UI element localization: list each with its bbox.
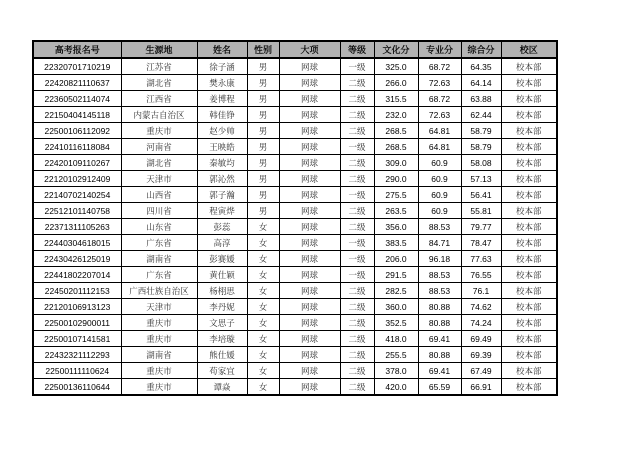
cell-exam_id: 22420109110267 — [33, 155, 121, 171]
cell-origin: 河南省 — [121, 139, 197, 155]
table-row — [33, 139, 557, 155]
cell-origin: 四川省 — [121, 203, 197, 219]
table-row — [33, 203, 557, 219]
cell-origin: 重庆市 — [121, 315, 197, 331]
cell-campus: 校本部 — [501, 219, 557, 235]
cell-culture_score: 383.5 — [374, 235, 418, 251]
cell-level: 二级 — [340, 91, 374, 107]
cell-gender: 女 — [247, 219, 279, 235]
cell-major_score: 80.88 — [418, 347, 461, 363]
cell-campus: 校本部 — [501, 123, 557, 139]
table-row — [33, 267, 557, 283]
table-header-row — [33, 41, 557, 58]
cell-major_score: 72.63 — [418, 107, 461, 123]
cell-level: 一级 — [340, 267, 374, 283]
table-row — [33, 299, 557, 315]
table-row — [33, 75, 557, 91]
cell-level: 二级 — [340, 331, 374, 347]
cell-origin: 广西壮族自治区 — [121, 283, 197, 299]
cell-gender: 女 — [247, 331, 279, 347]
cell-level: 二级 — [340, 123, 374, 139]
cell-major_score: 60.9 — [418, 155, 461, 171]
cell-campus: 校本部 — [501, 107, 557, 123]
cell-campus: 校本部 — [501, 331, 557, 347]
cell-exam_id: 22120106913123 — [33, 299, 121, 315]
cell-exam_id: 22360502114074 — [33, 91, 121, 107]
cell-major_score: 88.53 — [418, 267, 461, 283]
header-cell-gender: 性别 — [247, 41, 279, 58]
cell-exam_id: 22432321112293 — [33, 347, 121, 363]
cell-major_score: 84.71 — [418, 235, 461, 251]
cell-gender: 男 — [247, 123, 279, 139]
cell-level: 二级 — [340, 315, 374, 331]
cell-gender: 女 — [247, 235, 279, 251]
cell-level: 二级 — [340, 107, 374, 123]
cell-origin: 山东省 — [121, 219, 197, 235]
cell-major_score: 80.88 — [418, 315, 461, 331]
cell-event: 网球 — [279, 171, 340, 187]
cell-name: 高淳 — [197, 235, 247, 251]
cell-gender: 女 — [247, 363, 279, 379]
header-cell-event: 大项 — [279, 41, 340, 58]
cell-culture_score: 418.0 — [374, 331, 418, 347]
cell-culture_score: 255.5 — [374, 347, 418, 363]
cell-origin: 内蒙古自治区 — [121, 107, 197, 123]
cell-event: 网球 — [279, 299, 340, 315]
cell-gender: 男 — [247, 91, 279, 107]
cell-culture_score: 275.5 — [374, 187, 418, 203]
cell-gender: 女 — [247, 267, 279, 283]
cell-campus: 校本部 — [501, 315, 557, 331]
cell-culture_score: 352.5 — [374, 315, 418, 331]
cell-name: 彭赛媛 — [197, 251, 247, 267]
cell-major_score: 68.72 — [418, 91, 461, 107]
table-row — [33, 123, 557, 139]
cell-gender: 男 — [247, 171, 279, 187]
cell-name: 樊永康 — [197, 75, 247, 91]
cell-origin: 重庆市 — [121, 379, 197, 396]
cell-composite_score: 55.81 — [461, 203, 501, 219]
cell-culture_score: 206.0 — [374, 251, 418, 267]
cell-level: 二级 — [340, 379, 374, 396]
cell-origin: 广东省 — [121, 235, 197, 251]
cell-level: 二级 — [340, 75, 374, 91]
cell-composite_score: 62.44 — [461, 107, 501, 123]
cell-campus: 校本部 — [501, 251, 557, 267]
cell-exam_id: 22500102900011 — [33, 315, 121, 331]
cell-major_score: 64.81 — [418, 139, 461, 155]
cell-gender: 男 — [247, 75, 279, 91]
table-row — [33, 219, 557, 235]
cell-name: 程寅烨 — [197, 203, 247, 219]
cell-composite_score: 64.35 — [461, 58, 501, 75]
cell-composite_score: 78.47 — [461, 235, 501, 251]
table-row — [33, 379, 557, 396]
cell-campus: 校本部 — [501, 91, 557, 107]
cell-gender: 女 — [247, 379, 279, 396]
cell-event: 网球 — [279, 203, 340, 219]
cell-exam_id: 22320701710219 — [33, 58, 121, 75]
cell-composite_score: 76.55 — [461, 267, 501, 283]
cell-level: 二级 — [340, 347, 374, 363]
header-cell-campus: 校区 — [501, 41, 557, 58]
cell-origin: 山西省 — [121, 187, 197, 203]
cell-gender: 女 — [247, 347, 279, 363]
cell-gender: 女 — [247, 283, 279, 299]
cell-exam_id: 22500111110624 — [33, 363, 121, 379]
cell-campus: 校本部 — [501, 347, 557, 363]
cell-origin: 天津市 — [121, 171, 197, 187]
cell-culture_score: 290.0 — [374, 171, 418, 187]
cell-level: 二级 — [340, 299, 374, 315]
cell-major_score: 64.81 — [418, 123, 461, 139]
cell-culture_score: 360.0 — [374, 299, 418, 315]
header-cell-culture_score: 文化分 — [374, 41, 418, 58]
table-row — [33, 58, 557, 75]
cell-level: 一级 — [340, 235, 374, 251]
header-cell-level: 等级 — [340, 41, 374, 58]
cell-event: 网球 — [279, 58, 340, 75]
cell-campus: 校本部 — [501, 267, 557, 283]
cell-name: 文思子 — [197, 315, 247, 331]
cell-composite_score: 69.49 — [461, 331, 501, 347]
cell-event: 网球 — [279, 123, 340, 139]
cell-level: 二级 — [340, 155, 374, 171]
cell-event: 网球 — [279, 155, 340, 171]
cell-composite_score: 56.41 — [461, 187, 501, 203]
cell-major_score: 60.9 — [418, 203, 461, 219]
cell-composite_score: 66.91 — [461, 379, 501, 396]
cell-campus: 校本部 — [501, 75, 557, 91]
table-body — [33, 58, 557, 395]
cell-name: 姜博程 — [197, 91, 247, 107]
table-row — [33, 331, 557, 347]
cell-event: 网球 — [279, 75, 340, 91]
cell-event: 网球 — [279, 187, 340, 203]
cell-culture_score: 263.5 — [374, 203, 418, 219]
cell-culture_score: 268.5 — [374, 139, 418, 155]
cell-composite_score: 77.63 — [461, 251, 501, 267]
cell-exam_id: 22440304618015 — [33, 235, 121, 251]
header-cell-origin: 生源地 — [121, 41, 197, 58]
cell-culture_score: 378.0 — [374, 363, 418, 379]
table-row — [33, 283, 557, 299]
cell-major_score: 69.41 — [418, 331, 461, 347]
cell-composite_score: 74.62 — [461, 299, 501, 315]
cell-culture_score: 268.5 — [374, 123, 418, 139]
cell-culture_score: 309.0 — [374, 155, 418, 171]
cell-major_score: 88.53 — [418, 283, 461, 299]
cell-name: 郭沁然 — [197, 171, 247, 187]
cell-origin: 广东省 — [121, 267, 197, 283]
cell-campus: 校本部 — [501, 155, 557, 171]
cell-composite_score: 58.08 — [461, 155, 501, 171]
table-row — [33, 251, 557, 267]
cell-event: 网球 — [279, 251, 340, 267]
cell-exam_id: 22120102912409 — [33, 171, 121, 187]
cell-exam_id: 22500107141581 — [33, 331, 121, 347]
table-row — [33, 91, 557, 107]
cell-gender: 男 — [247, 139, 279, 155]
cell-gender: 男 — [247, 107, 279, 123]
cell-level: 一级 — [340, 139, 374, 155]
cell-exam_id: 22371311105263 — [33, 219, 121, 235]
cell-level: 二级 — [340, 363, 374, 379]
table-row — [33, 107, 557, 123]
cell-origin: 重庆市 — [121, 331, 197, 347]
cell-name: 杨栩思 — [197, 283, 247, 299]
cell-exam_id: 22410116118084 — [33, 139, 121, 155]
table-row — [33, 315, 557, 331]
cell-name: 徐子涵 — [197, 58, 247, 75]
cell-gender: 女 — [247, 299, 279, 315]
cell-origin: 江西省 — [121, 91, 197, 107]
cell-exam_id: 22500106112092 — [33, 123, 121, 139]
cell-major_score: 96.18 — [418, 251, 461, 267]
cell-gender: 男 — [247, 58, 279, 75]
cell-event: 网球 — [279, 363, 340, 379]
cell-campus: 校本部 — [501, 283, 557, 299]
cell-event: 网球 — [279, 91, 340, 107]
cell-origin: 天津市 — [121, 299, 197, 315]
table-row — [33, 363, 557, 379]
cell-campus: 校本部 — [501, 171, 557, 187]
cell-composite_score: 76.1 — [461, 283, 501, 299]
cell-major_score: 60.9 — [418, 187, 461, 203]
header-cell-exam_id: 高考报名号 — [33, 41, 121, 58]
cell-exam_id: 22420821110637 — [33, 75, 121, 91]
cell-culture_score: 291.5 — [374, 267, 418, 283]
cell-origin: 湖南省 — [121, 347, 197, 363]
cell-gender: 男 — [247, 203, 279, 219]
cell-composite_score: 58.79 — [461, 123, 501, 139]
cell-culture_score: 315.5 — [374, 91, 418, 107]
cell-culture_score: 232.0 — [374, 107, 418, 123]
cell-campus: 校本部 — [501, 235, 557, 251]
cell-major_score: 80.88 — [418, 299, 461, 315]
cell-origin: 湖南省 — [121, 251, 197, 267]
cell-composite_score: 74.24 — [461, 315, 501, 331]
cell-culture_score: 420.0 — [374, 379, 418, 396]
cell-event: 网球 — [279, 235, 340, 251]
cell-major_score: 72.63 — [418, 75, 461, 91]
cell-event: 网球 — [279, 139, 340, 155]
cell-origin: 湖北省 — [121, 75, 197, 91]
cell-name: 谭焱 — [197, 379, 247, 396]
header-cell-composite_score: 综合分 — [461, 41, 501, 58]
cell-composite_score: 57.13 — [461, 171, 501, 187]
cell-origin: 江苏省 — [121, 58, 197, 75]
cell-composite_score: 64.14 — [461, 75, 501, 91]
cell-major_score: 69.41 — [418, 363, 461, 379]
cell-name: 彭蕊 — [197, 219, 247, 235]
cell-level: 一级 — [340, 251, 374, 267]
table-row — [33, 155, 557, 171]
cell-major_score: 60.9 — [418, 171, 461, 187]
cell-level: 一级 — [340, 58, 374, 75]
cell-culture_score: 266.0 — [374, 75, 418, 91]
cell-name: 苟家宜 — [197, 363, 247, 379]
cell-composite_score: 67.49 — [461, 363, 501, 379]
cell-composite_score: 69.39 — [461, 347, 501, 363]
cell-origin: 重庆市 — [121, 123, 197, 139]
cell-level: 二级 — [340, 171, 374, 187]
cell-level: 二级 — [340, 219, 374, 235]
cell-campus: 校本部 — [501, 139, 557, 155]
cell-level: 一级 — [340, 187, 374, 203]
cell-level: 二级 — [340, 203, 374, 219]
cell-name: 李丹妮 — [197, 299, 247, 315]
cell-major_score: 68.72 — [418, 58, 461, 75]
cell-gender: 女 — [247, 251, 279, 267]
cell-campus: 校本部 — [501, 379, 557, 396]
cell-exam_id: 22430426125019 — [33, 251, 121, 267]
cell-event: 网球 — [279, 283, 340, 299]
cell-campus: 校本部 — [501, 187, 557, 203]
cell-culture_score: 356.0 — [374, 219, 418, 235]
cell-event: 网球 — [279, 379, 340, 396]
cell-exam_id: 22441802207014 — [33, 267, 121, 283]
cell-major_score: 65.59 — [418, 379, 461, 396]
cell-campus: 校本部 — [501, 203, 557, 219]
cell-event: 网球 — [279, 267, 340, 283]
cell-event: 网球 — [279, 219, 340, 235]
cell-name: 黄仕颖 — [197, 267, 247, 283]
cell-gender: 男 — [247, 187, 279, 203]
cell-culture_score: 325.0 — [374, 58, 418, 75]
cell-gender: 女 — [247, 315, 279, 331]
cell-origin: 重庆市 — [121, 363, 197, 379]
cell-culture_score: 282.5 — [374, 283, 418, 299]
cell-exam_id: 22512101140758 — [33, 203, 121, 219]
admission-score-table — [32, 40, 558, 396]
cell-event: 网球 — [279, 347, 340, 363]
cell-campus: 校本部 — [501, 363, 557, 379]
cell-exam_id: 22500136110644 — [33, 379, 121, 396]
cell-name: 王映皓 — [197, 139, 247, 155]
cell-campus: 校本部 — [501, 299, 557, 315]
header-cell-name: 姓名 — [197, 41, 247, 58]
table-row — [33, 235, 557, 251]
cell-level: 二级 — [340, 283, 374, 299]
cell-name: 熊仕媛 — [197, 347, 247, 363]
cell-name: 李培璇 — [197, 331, 247, 347]
cell-event: 网球 — [279, 107, 340, 123]
cell-composite_score: 63.88 — [461, 91, 501, 107]
cell-name: 秦敏均 — [197, 155, 247, 171]
cell-gender: 男 — [247, 155, 279, 171]
cell-name: 赵少帅 — [197, 123, 247, 139]
cell-composite_score: 79.77 — [461, 219, 501, 235]
cell-name: 韩佳铮 — [197, 107, 247, 123]
cell-exam_id: 22140702140254 — [33, 187, 121, 203]
cell-event: 网球 — [279, 331, 340, 347]
cell-event: 网球 — [279, 315, 340, 331]
cell-campus: 校本部 — [501, 58, 557, 75]
table-row — [33, 347, 557, 363]
table-row — [33, 171, 557, 187]
header-cell-major_score: 专业分 — [418, 41, 461, 58]
cell-composite_score: 58.79 — [461, 139, 501, 155]
table-row — [33, 187, 557, 203]
cell-name: 郭子瀚 — [197, 187, 247, 203]
cell-major_score: 88.53 — [418, 219, 461, 235]
cell-exam_id: 22150404145118 — [33, 107, 121, 123]
cell-exam_id: 22450201112153 — [33, 283, 121, 299]
cell-origin: 湖北省 — [121, 155, 197, 171]
